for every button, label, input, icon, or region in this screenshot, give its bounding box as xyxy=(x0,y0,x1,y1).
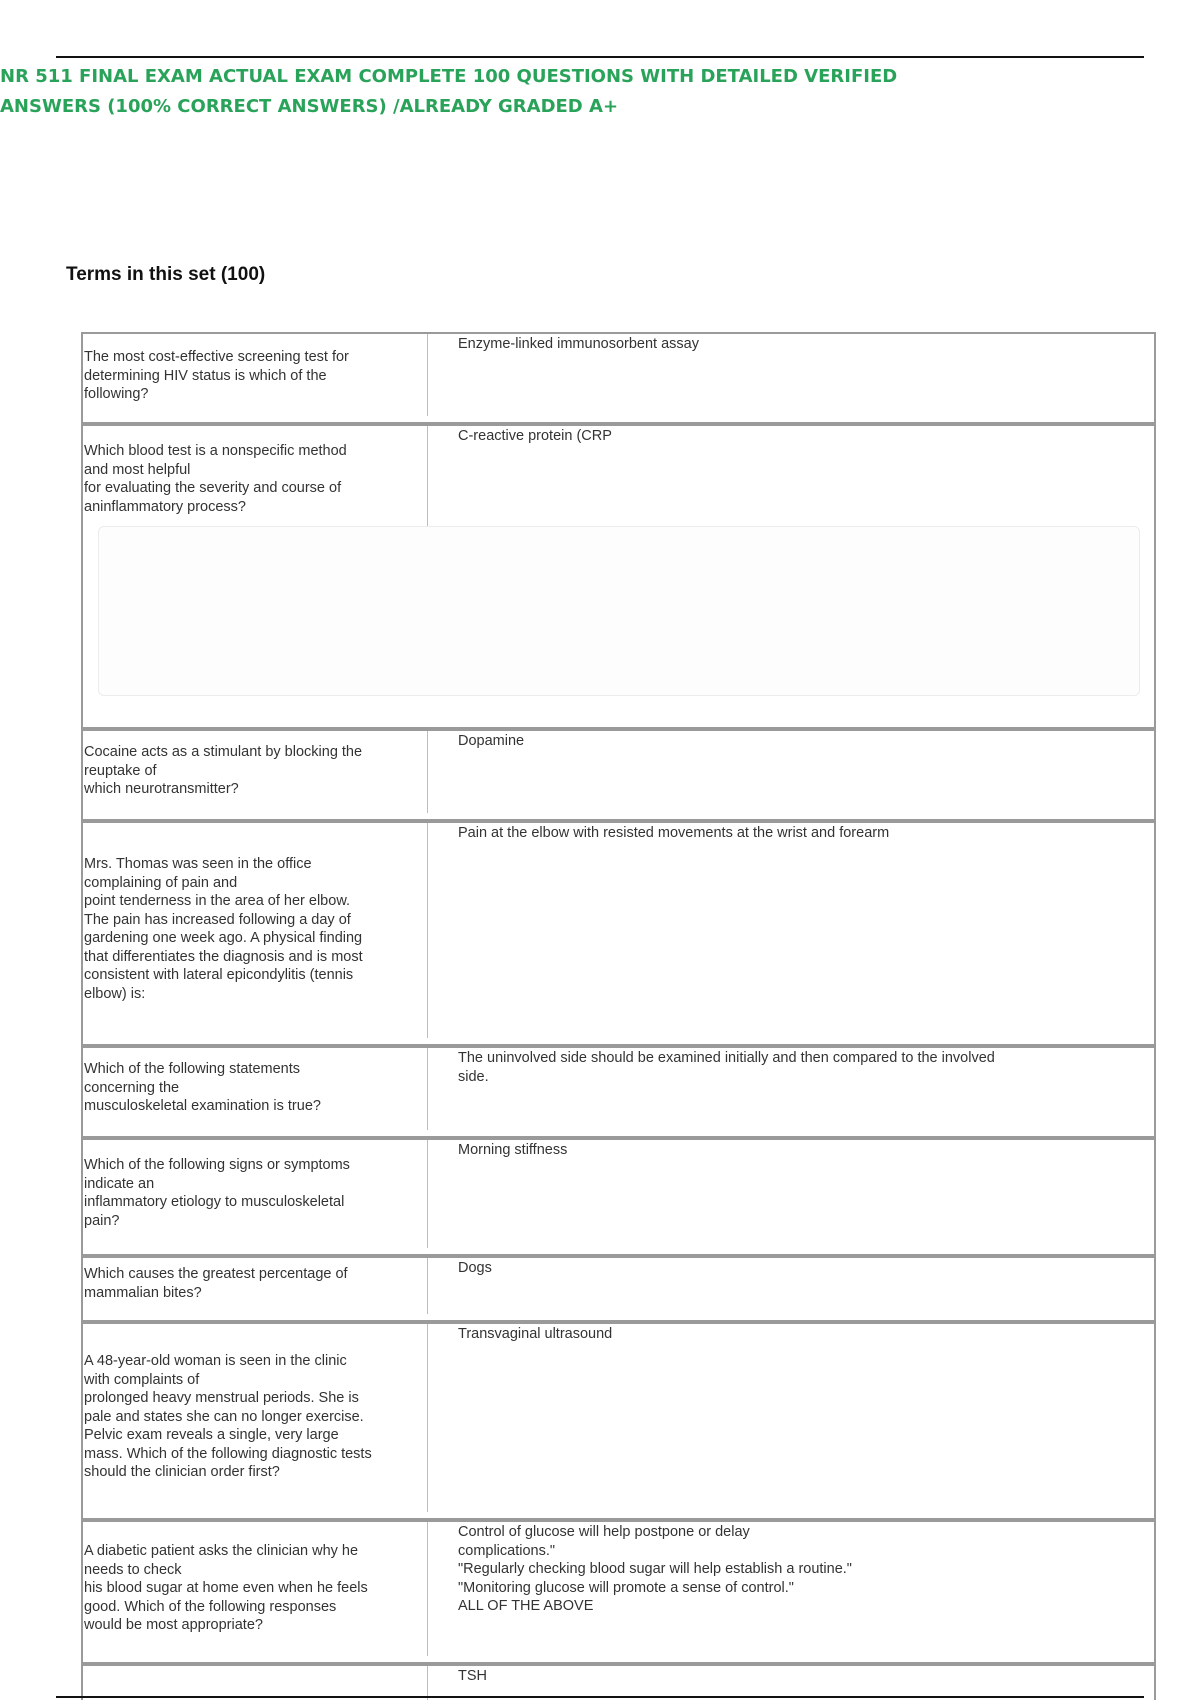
term-line: musculoskeletal examination is true? xyxy=(84,1098,321,1114)
term-line: Cocaine acts as a stimulant by blocking the xyxy=(84,744,363,760)
card-definition xyxy=(458,1049,1128,1086)
definition-line: ALL OF THE ABOVE xyxy=(458,1598,594,1614)
card-term xyxy=(84,1265,414,1302)
term-line: with complaints of xyxy=(84,1371,200,1388)
flashcard-row xyxy=(81,821,1156,1046)
term-line: Which blood test is a nonspecific method xyxy=(84,443,347,459)
card-term xyxy=(84,348,414,404)
definition-line: C-reactive protein (CRP xyxy=(458,428,612,444)
document-title xyxy=(0,62,900,122)
card-definition xyxy=(458,824,1128,843)
top-rule xyxy=(56,56,1144,58)
definition-line: complications." xyxy=(458,1542,556,1559)
card-term xyxy=(84,1352,414,1482)
term-line: consistent with lateral epicondylitis (tennis xyxy=(84,967,354,983)
blank-embedded-box xyxy=(98,526,1140,696)
term-line: good. Which of the following responses xyxy=(84,1598,337,1615)
term-line: complaining of pain and xyxy=(84,874,238,891)
term-line: point tenderness in the area of her elbow. xyxy=(84,893,351,909)
term-line: A diabetic patient asks the clinician why he xyxy=(84,1543,359,1559)
flashcard-row xyxy=(81,729,1156,821)
card-term xyxy=(84,855,414,1003)
card-divider xyxy=(427,823,428,1038)
card-divider xyxy=(427,1140,428,1248)
card-definition xyxy=(458,732,1128,751)
definition-line: side. xyxy=(458,1068,489,1085)
definition-line: Dogs xyxy=(458,1260,492,1276)
card-definition xyxy=(458,1523,1128,1616)
card-term xyxy=(84,743,414,799)
term-line: prolonged heavy menstrual periods. She is xyxy=(84,1390,359,1406)
definition-line: "Monitoring glucose will promote a sense of control." xyxy=(458,1579,794,1596)
term-line: Which of the following signs or symptoms xyxy=(84,1157,350,1173)
term-line: Mrs. Thomas was seen in the office xyxy=(84,856,312,872)
card-divider xyxy=(427,1258,428,1314)
term-line: The pain has increased following a day of xyxy=(84,911,351,928)
title-line-1: NR 511 FINAL EXAM ACTUAL EXAM COMPLETE 100 QUESTIONS WITH DETAILED VERIFIED xyxy=(0,66,898,87)
term-line: determining HIV status is which of the xyxy=(84,367,327,384)
flashcard-row xyxy=(81,1046,1156,1138)
term-line: The most cost-effective screening test for xyxy=(84,349,349,365)
term-line: elbow) is: xyxy=(84,985,146,1002)
card-definition xyxy=(458,1141,1128,1160)
term-line: inflammatory etiology to musculoskeletal xyxy=(84,1194,345,1210)
card-definition xyxy=(458,1667,1128,1686)
term-line: which neurotransmitter? xyxy=(84,781,239,797)
card-term xyxy=(84,1060,414,1116)
title-line-2: ANSWERS (100% CORRECT ANSWERS) /ALREADY GRADED A+ xyxy=(0,96,619,117)
flashcard-row xyxy=(81,424,1156,729)
card-divider xyxy=(427,426,428,532)
flashcard-row xyxy=(81,332,1156,424)
card-divider xyxy=(427,1048,428,1130)
definition-line: Transvaginal ultrasound xyxy=(458,1326,613,1342)
set-heading: Terms in this set (100) xyxy=(66,264,266,285)
card-divider xyxy=(427,1666,428,1700)
definition-line: Enzyme-linked immunosorbent assay xyxy=(458,336,699,352)
card-term xyxy=(84,442,414,516)
term-line: and most helpful xyxy=(84,461,191,478)
term-line: for evaluating the severity and course of xyxy=(84,480,342,496)
term-line: mass. Which of the following diagnostic tests xyxy=(84,1445,372,1462)
term-line: pain? xyxy=(84,1212,120,1229)
definition-line: Pain at the elbow with resisted movements at the wrist and forearm xyxy=(458,825,890,841)
flashcard-row xyxy=(81,1138,1156,1256)
definition-line: The uninvolved side should be examined initially and then compared to the involved xyxy=(458,1050,995,1066)
card-divider xyxy=(427,1324,428,1512)
card-definition xyxy=(458,1325,1128,1344)
definition-line: "Regularly checking blood sugar will help establish a routine." xyxy=(458,1561,852,1577)
card-definition xyxy=(458,335,1128,354)
card-divider xyxy=(427,731,428,813)
definition-line: Dopamine xyxy=(458,733,525,749)
card-divider xyxy=(427,334,428,416)
definition-line: TSH xyxy=(458,1668,487,1684)
term-line: that differentiates the diagnosis and is most xyxy=(84,948,363,965)
term-line: A 48-year-old woman is seen in the clinic xyxy=(84,1353,347,1369)
card-definition xyxy=(458,427,1128,446)
term-line: Which of the following statements xyxy=(84,1061,300,1077)
term-line: mammalian bites? xyxy=(84,1284,202,1301)
term-line: gardening one week ago. A physical finding xyxy=(84,930,363,946)
card-divider xyxy=(427,1522,428,1656)
flashcard-row xyxy=(81,1664,1156,1700)
bottom-rule xyxy=(56,1696,1144,1698)
term-line: reuptake of xyxy=(84,762,157,779)
term-line: needs to check xyxy=(84,1561,182,1578)
term-line: indicate an xyxy=(84,1175,155,1192)
term-line: aninflammatory process? xyxy=(84,498,246,515)
term-line: should the clinician order first? xyxy=(84,1464,280,1480)
card-definition xyxy=(458,1259,1128,1278)
definition-line: Control of glucose will help postpone or delay xyxy=(458,1524,750,1540)
term-line: following? xyxy=(84,386,149,402)
term-line: would be most appropriate? xyxy=(84,1617,263,1633)
term-line: Pelvic exam reveals a single, very large xyxy=(84,1427,339,1443)
term-line: pale and states she can no longer exercise. xyxy=(84,1408,364,1425)
card-term xyxy=(84,1156,414,1230)
flashcard-row xyxy=(81,1256,1156,1322)
term-line: his blood sugar at home even when he feels xyxy=(84,1580,368,1596)
definition-line: Morning stiffness xyxy=(458,1142,568,1158)
flashcard-row xyxy=(81,1322,1156,1520)
flashcard-row xyxy=(81,1520,1156,1664)
term-line: concerning the xyxy=(84,1079,180,1096)
card-term xyxy=(84,1542,414,1635)
term-line: Which causes the greatest percentage of xyxy=(84,1266,348,1282)
